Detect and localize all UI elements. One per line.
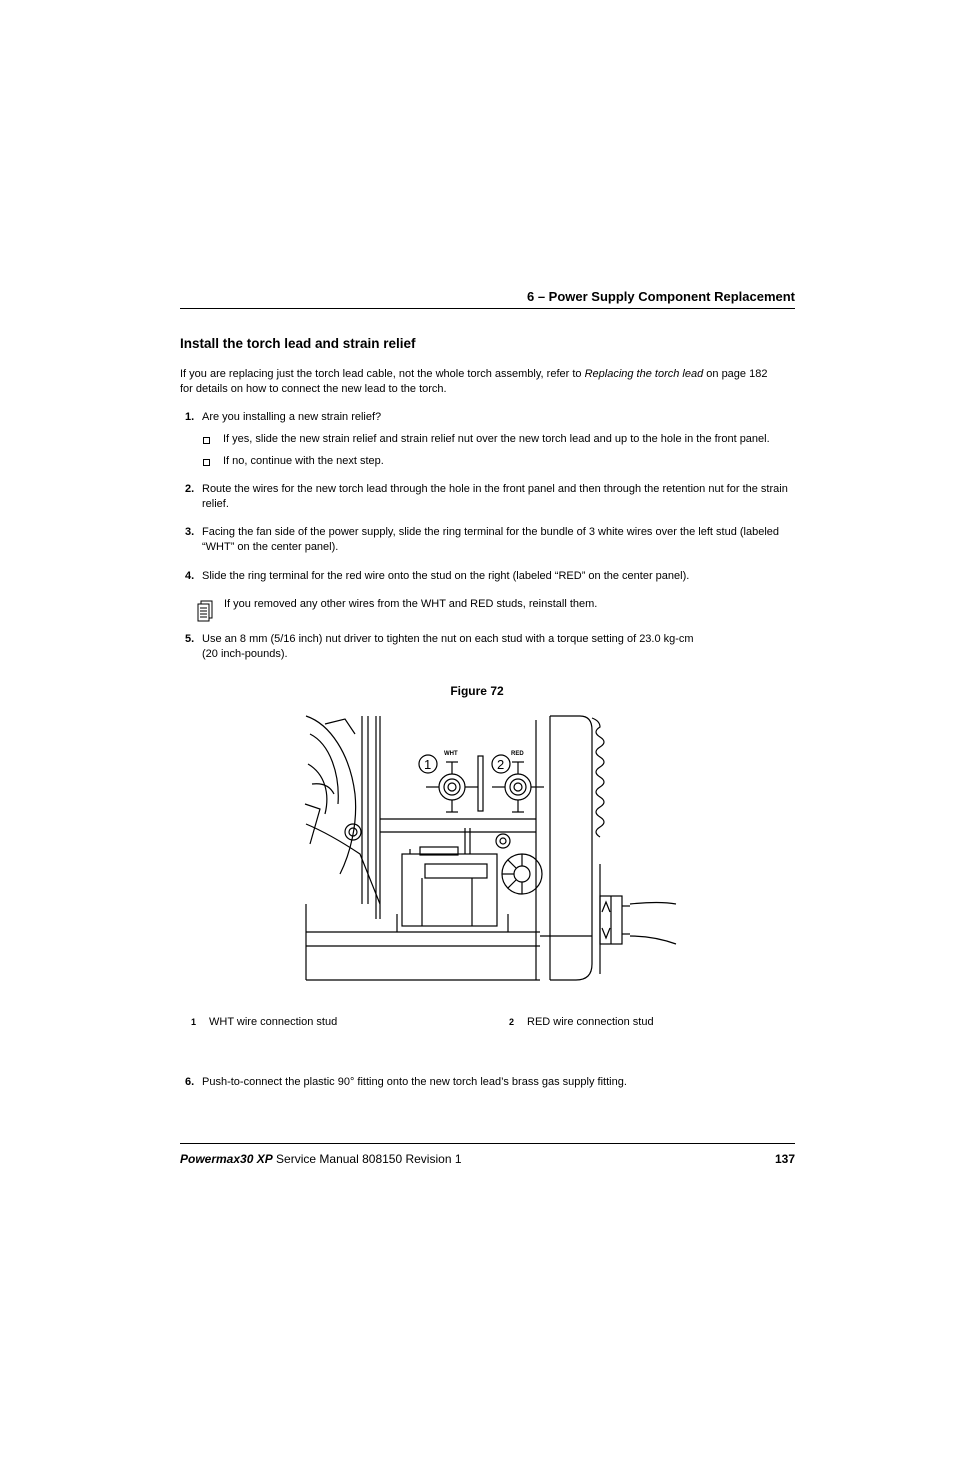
checkbox-icon xyxy=(203,437,210,444)
note-text: If you removed any other wires from the WHT and RED studs, reinstall them. xyxy=(224,598,598,610)
chapter-header: 6 – Power Supply Component Replacement xyxy=(527,289,795,304)
figure-illustration xyxy=(300,714,680,984)
step-number: 4. xyxy=(185,570,195,582)
transformer-block xyxy=(402,854,497,926)
step-text: Facing the fan side of the power supply, slide the ring terminal for the bundle of 3 white wires over the left stud (labeled “WHT” on the center panel). xyxy=(202,526,780,553)
step-number: 2. xyxy=(185,483,195,495)
legend-text: WHT wire connection stud xyxy=(209,1016,338,1028)
section-title: Install the torch lead and strain relief xyxy=(180,336,416,351)
header-rule xyxy=(180,308,795,309)
fan-illustration xyxy=(305,716,380,904)
callout-2-label: 2 xyxy=(497,757,505,772)
footer-doc-info xyxy=(180,1152,462,1166)
red-label: RED xyxy=(511,751,524,757)
legend-item-1 xyxy=(191,1016,337,1028)
intro-link[interactable]: Replacing the torch lead xyxy=(584,368,704,380)
step-number: 3. xyxy=(185,526,195,538)
wht-stud xyxy=(426,762,478,812)
step-text-line1: Use an 8 mm (5/16 inch) nut driver to tighten the nut on each stud with a torque setting of 23.0 kg-cm xyxy=(202,633,694,645)
page-number: 137 xyxy=(774,1152,795,1166)
step-text: Push-to-connect the plastic 90° fitting onto the new torch lead’s brass gas supply fitting. xyxy=(202,1076,627,1088)
step-text-line2: (20 inch-pounds). xyxy=(202,648,288,660)
footer-rule xyxy=(180,1143,795,1144)
legend-number: 2 xyxy=(509,1017,515,1027)
step-number: 1. xyxy=(185,411,195,423)
intro-text-b: on page 182 xyxy=(703,368,768,380)
doc-info: Service Manual 808150 Revision 1 xyxy=(272,1152,462,1166)
intro-text-line2: for details on how to connect the new lead to the torch. xyxy=(180,383,447,395)
intro-paragraph xyxy=(180,367,800,397)
wht-label: WHT xyxy=(444,751,458,757)
front-panel xyxy=(536,716,604,980)
note-icon xyxy=(197,600,213,622)
figure-title: Figure 72 xyxy=(450,684,504,698)
legend-text: RED wire connection stud xyxy=(527,1016,654,1028)
step-text-wrap xyxy=(202,632,797,662)
bullet-text: If no, continue with the next step. xyxy=(223,455,384,467)
legend-number: 1 xyxy=(191,1017,197,1027)
callout-1-label: 1 xyxy=(424,757,432,772)
legend-item-2 xyxy=(509,1016,654,1028)
step-number: 6. xyxy=(185,1076,195,1088)
product-name: Powermax30 XP xyxy=(180,1152,273,1166)
checkbox-icon xyxy=(203,459,210,466)
torch-lead-cable xyxy=(600,896,676,944)
step-text: Are you installing a new strain relief? xyxy=(202,411,382,423)
bullet-text: If yes, slide the new strain relief and strain relief nut over the new torch lead and up to the hole in the front panel. xyxy=(223,433,770,445)
step-text: Route the wires for the new torch lead through the hole in the front panel and then through the retention nut for the strain relief. xyxy=(202,483,788,510)
intro-text-a: If you are replacing just the torch lead cable, not the whole torch assembly, refer to xyxy=(180,368,585,380)
step-number: 5. xyxy=(185,633,195,645)
step-text: Slide the ring terminal for the red wire onto the stud on the right (labeled “RED” on the center panel). xyxy=(202,570,690,582)
